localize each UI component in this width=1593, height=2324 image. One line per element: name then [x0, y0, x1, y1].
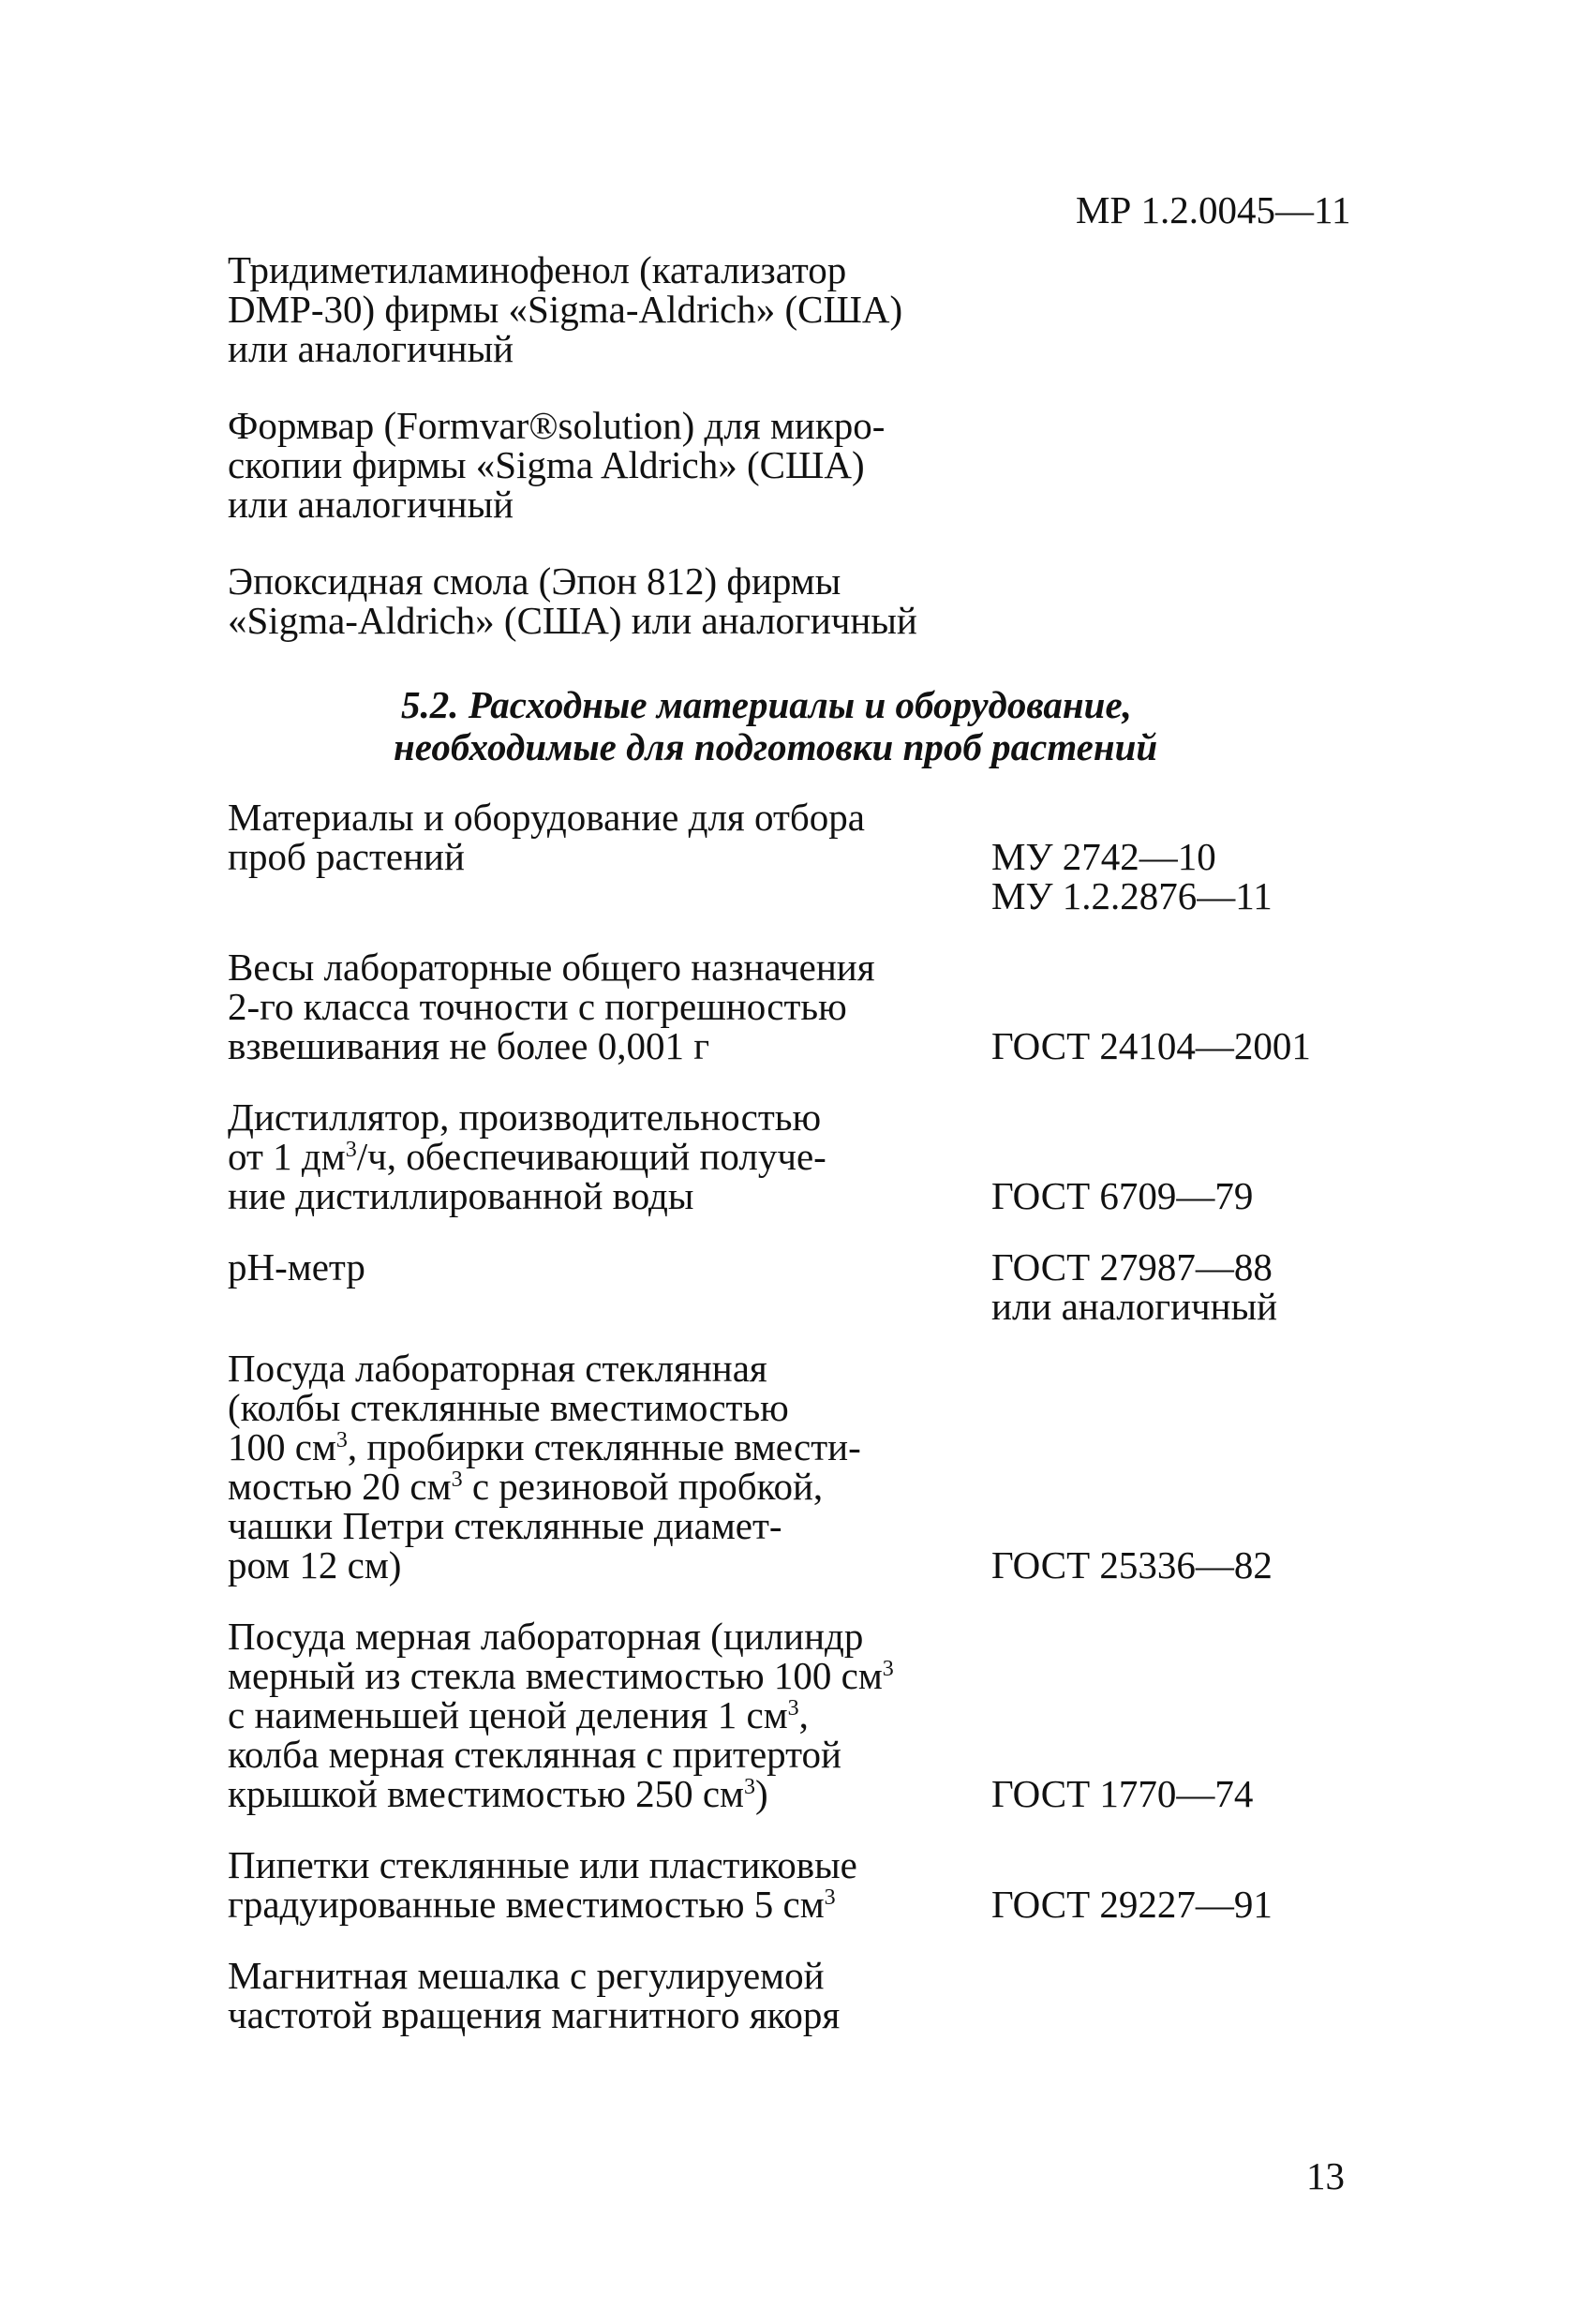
- superscript: 3: [882, 1657, 894, 1681]
- equipment-5-line-4-text: мостью 20 см: [228, 1465, 452, 1508]
- equipment-5-line-3: [228, 1424, 861, 1469]
- equipment-5-line-3-text: 100 см: [228, 1425, 336, 1468]
- equipment-3-line-2-text-b: /ч, обеспечивающий получе-: [356, 1135, 826, 1178]
- superscript: 3: [451, 1467, 463, 1492]
- page-number: 13: [1306, 2154, 1345, 2197]
- equipment-6-line-2-text: мерный из стекла вместимостью 100 см: [228, 1654, 883, 1697]
- equipment-6-line-5: [228, 1771, 768, 1816]
- reagent-2-line-3: или аналогичный: [228, 483, 514, 526]
- equipment-3-ref-1: ГОСТ 6709—79: [991, 1174, 1254, 1217]
- equipment-8-line-2: частотой вращения магнитного якоря: [228, 1993, 841, 2036]
- reagent-2-line-1: Формвар (Formvar®solution) для микро-: [228, 404, 886, 447]
- equipment-6-ref-1: ГОСТ 1770—74: [991, 1772, 1254, 1815]
- equipment-3-line-1: Дистиллятор, производительностью: [228, 1095, 822, 1139]
- equipment-2-line-2: 2-го класса точности с погрешностью: [228, 985, 847, 1028]
- equipment-5-line-4-text-b: с резиновой пробкой,: [462, 1465, 824, 1508]
- equipment-3-line-3: ние дистиллированной воды: [228, 1174, 694, 1217]
- equipment-4-ref-2: или аналогичный: [991, 1285, 1278, 1328]
- superscript: 3: [824, 1885, 836, 1910]
- superscript: 3: [787, 1696, 799, 1721]
- reagent-3-line-1: Эпоксидная смола (Эпон 812) фирмы: [228, 559, 841, 603]
- equipment-7-line-1: Пипетки стеклянные или пластиковые: [228, 1843, 857, 1886]
- equipment-5-line-4: [228, 1464, 823, 1509]
- reagent-2-line-2: скопии фирмы «Sigma Aldrich» (США): [228, 443, 865, 486]
- equipment-6-line-5-text: крышкой вместимостью 250 см: [228, 1772, 744, 1815]
- equipment-6-line-3-text: с наименьшей ценой деления 1 см: [228, 1693, 788, 1736]
- reagent-1-line-1: Тридиметиламинофенол (катализатор: [228, 248, 847, 291]
- equipment-5-line-3-text-b: , пробирки стеклянные вмести-: [347, 1425, 861, 1468]
- superscript: 3: [345, 1138, 357, 1162]
- document-code: МР 1.2.0045—11: [1076, 188, 1351, 231]
- equipment-6-line-3-text-b: ,: [798, 1693, 809, 1736]
- equipment-5-line-2: (колбы стеклянные вместимостью: [228, 1386, 789, 1429]
- equipment-5-ref-1: ГОСТ 25336—82: [991, 1543, 1273, 1587]
- equipment-6-line-5-text-b: ): [755, 1772, 768, 1815]
- equipment-5-line-1: Посуда лабораторная стеклянная: [228, 1347, 767, 1390]
- equipment-2-line-1: Весы лабораторные общего назначения: [228, 946, 875, 989]
- equipment-1-ref-1: МУ 2742—10: [991, 835, 1216, 878]
- reagent-1-line-2: DMP-30) фирмы «Sigma-Aldrich» (США): [228, 288, 903, 331]
- superscript: 3: [335, 1428, 348, 1452]
- equipment-7-line-2-text: градуированные вместимостью 5 см: [228, 1883, 825, 1926]
- equipment-1-line-2: проб растений: [228, 835, 465, 878]
- equipment-2-line-3: взвешивания не более 0,001 г: [228, 1024, 710, 1067]
- reagent-3-line-2: «Sigma-Aldrich» (США) или аналогичный: [228, 599, 917, 642]
- equipment-6-line-4: колба мерная стеклянная с притертой: [228, 1733, 841, 1776]
- equipment-3-line-2: [228, 1134, 826, 1179]
- superscript: 3: [744, 1775, 755, 1799]
- equipment-5-line-5: чашки Петри стеклянные диамет-: [228, 1504, 782, 1547]
- reagent-1-line-3: или аналогичный: [228, 327, 514, 370]
- equipment-7-line-2: [228, 1882, 836, 1927]
- equipment-6-line-1: Посуда мерная лабораторная (цилиндр: [228, 1615, 864, 1658]
- equipment-8-line-1: Магнитная мешалка с регулируемой: [228, 1954, 825, 1997]
- equipment-1-ref-2: МУ 1.2.2876—11: [991, 874, 1273, 917]
- section-heading-line-2: необходимые для подготовки проб растений: [394, 725, 1158, 768]
- equipment-2-ref-1: ГОСТ 24104—2001: [991, 1024, 1311, 1067]
- equipment-7-ref-1: ГОСТ 29227—91: [991, 1883, 1273, 1926]
- equipment-5-line-6: ром 12 см): [228, 1543, 402, 1587]
- equipment-4-ref-1: ГОСТ 27987—88: [991, 1245, 1273, 1289]
- equipment-4-line-1: рН-метр: [228, 1245, 365, 1289]
- equipment-6-line-3: [228, 1692, 809, 1737]
- equipment-3-line-2-text: от 1 дм: [228, 1135, 346, 1178]
- equipment-1-line-1: Материалы и оборудование для отбора: [228, 796, 865, 839]
- equipment-6-line-2: [228, 1653, 894, 1698]
- section-heading-line-1: 5.2. Расходные материалы и оборудование,: [401, 683, 1132, 726]
